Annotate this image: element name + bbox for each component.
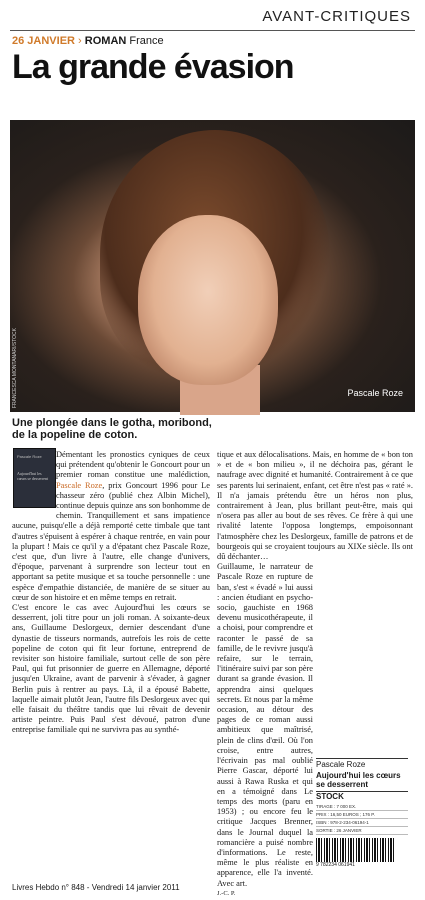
genre-label: ROMAN: [84, 35, 127, 47]
book-cover-title: Aujourd'hui les cœurs se desserrent: [17, 471, 49, 481]
photo-caption: Pascale Roze: [347, 388, 403, 398]
book-cover-author: Pascale Roze: [17, 454, 42, 459]
section-title: AVANT-CRITIQUES: [262, 8, 411, 25]
article-headline: La grande évasion: [12, 48, 294, 86]
photo-credit: FRANCESCA MONTANARI/STOCK: [12, 327, 18, 408]
article-subhead: Une plongée dans le gotha, moribond, de la popeline de coton.: [12, 417, 212, 441]
cover-wrap-spacer: [12, 450, 56, 514]
info-publisher: STOCK: [316, 791, 408, 801]
release-date: 26 JANVIER: [12, 35, 75, 47]
barcode-number: 9 782234 061941: [316, 862, 355, 868]
info-prix: PRIX : 16,50 EUROS ; 176 P.: [316, 811, 408, 819]
page-footer: Livres Hebdo n° 848 - Vendredi 14 janvier 2011: [12, 883, 180, 892]
paragraph: tique et aux délocalisations. Mais, en homme de « bon ton » et de « bon milieu », il ne déchoira pas, gérant le naufrage avec dignité et humanité. Contrairement à ce que ses parents lui serinaient, enfant, cet être n'est pas « raté ». Il n'a jamais prétendu être un héros non plus, contrairement à Jean, plus brillant peut-être, mais qui n'osera pas aller au bout de ses rêves. Ce frère à qui une rivalité latente l'opposa longtemps, empoisonnant l'atmosphère chez les Deslorgeux, famille de patrons et de bourgeois qui se croyaient toujours au XIXe siècle. Ils ont dû déchanter…: [217, 450, 413, 562]
country-label: France: [129, 35, 164, 47]
section-divider: [10, 30, 415, 31]
paragraph: Guillaume, le narrateur de Pascale Roze en rupture de ban, s'est « évadé » lui aussi : ancien étudiant en psycho-socio, gauchiste en 1968 devenu musicothérapeute, il a choisi, pour comprendre et raconter le passé de sa famille, de le revivre jusqu'à refaire, sur le terrain, l'itinéraire suivi par son père durant sa grande évasion. Il apprendra ainsi quelques secrets. Et nous par la même occasion, au détour des pages de ce roman aussi ambitieux que maîtrisé, plein de clins d'œil. Où l'on croise, entre autres, l'écrivain pas mal oublié Pierre Gascar, déporté lui aussi à Rawa Ruska et qui en a témoigné dans Le temps des morts (paru en 1953) ; ou encore feu le critique Jacques Brenner, dans le Journal duquel la romancière a puisé nombre d'informations. Le reste, même le plus réaliste en apparence, elle l'a inventé. Avec art.: [217, 562, 313, 888]
info-isbn: ISBN : 978-2-234-06194-1: [316, 819, 408, 827]
info-sortie: SORTIE : 26 JANVIER: [316, 827, 408, 835]
info-meta: [316, 803, 408, 835]
barcode-icon: [316, 838, 396, 862]
info-tirage: TIRAGE : 7 000 EX.: [316, 803, 408, 811]
chevron-right-icon: ›: [78, 35, 82, 47]
author-photo: [10, 120, 415, 412]
photo-face: [138, 215, 278, 385]
info-title: Aujourd'hui les cœurs se desserrent: [316, 771, 401, 789]
paragraph: C'est encore le cas avec Aujourd'hui les cœurs se desserrent, joli titre pour un joli roman. A soixante-deux ans, Guillaume Deslorgeux, dernier descendant d'une dynastie de tisseurs normands, autrefois les rois de cette popeline de coton qui fit leur fortune, entreprend de revisiter son histoire familiale, surtout celle de son père Paul, qui fut prisonnier de guerre en Allemagne, déporté jusqu'en Ukraine, avant de parvenir à s'évader, à gagner Berlin puis à rentrer au pays. Là, il a épousé Babette, laquelle aimait plutôt Jean, l'autre fils Deslorgeux avec qui elle faisait du théâtre tandis que lui rêvait de devenir artiste peintre. Puis Paul s'est dévoué, patron d'une entreprise familiale qui ne survivra pas au synthé-: [12, 603, 210, 735]
paragraph: Démentant les pronostics cyniques de ceux qui prétendent qu'obtenir le Goncourt pour un premier roman constitue une malédiction, Pascale Roze, prix Goncourt 1996 pour Le chasseur zéro (publié chez Albin Michel), continue depuis quinze ans son bonhomme de chemin. Tranquillement et sans impatience aucune, puisqu'elle a déjà remporté cette timbale que tant d'autres s'épuisent à espérer à chaque rentrée, en vain pour la plupart ! Mais ce qu'il y a d'épatant chez Pascale Roze, c'est que, d'un livre à l'autre, elle change d'univers, d'époque, parvenant à surprendre son lecteur tout en apportant sa petite musique et sa touche personnelle : une espèce d'empathie distanciée, de manière de se situer au cœur de son histoire et en même temps en retrait.: [12, 450, 210, 602]
author-name-highlight: Pascale Roze: [56, 480, 103, 490]
signature: J.-C. P.: [217, 889, 236, 897]
article-column-1: [12, 450, 210, 736]
info-author: Pascale Roze: [316, 758, 408, 769]
kicker: [12, 35, 164, 47]
book-info-box: [316, 758, 408, 868]
